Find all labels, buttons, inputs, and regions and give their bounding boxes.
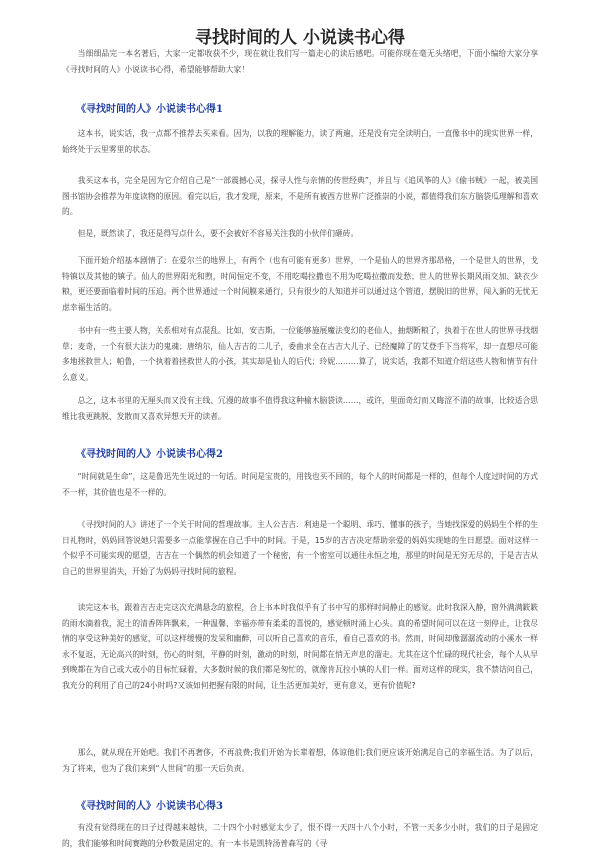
paragraph: 下面开始介绍基本剧情了：在爱尔兰的地界上，有两个（也有可能有更多）世界，一个是仙人的世界齐那昂格，一个是世人的世界，戈特镇以及其他的镇子。仙人的世界阳光和煦，时间恒定不变，不用吃喝拉撒也不用为吃喝拉撒而发愁；世人的世界长期风雨交加、缺衣少粮，更还要面临着时间的压迫。两个世界通过一个时间膜来通行，只有很少的人知道并可以通过这个管道，摆脱旧的世界，闯入新的无忧无虑幸福生活的。 xyxy=(62,256,538,312)
section-heading-3: 《寻找时间的人》小说读书心得3 xyxy=(76,801,223,812)
paragraph: 读完这本书，跟着吉吉走完这次充满悬念的旅程，合上书本时我似乎有了书中写的那样时间静止的感觉。此时我深入静，窗外满满簌簌的雨水滴着我，泥土的清香阵阵飘来，一种温馨、幸福亦带有柔柔的喜悦的，感觉顿时涌上心头。真的希望时间可以在这一刻停止，让我尽情的享受这种美好的感觉，可以这样缓慢的发呆和幽醉，可以听自己喜欢的音乐，看自己喜欢的书。然而，时间却像潺潺流动的小溪水一样永不复返，无论高兴的时刻，伤心的时刻，平静的时刻，激动的时刻，时间都在悄无声息的溜走。尤其在这个忙碌的现代社会，每个人从早到晚都在为自己或大或小的目标忙碌着，大多数时候的我们都是匆忙的，就像肯瓦拉小镇的人们一样。面对这样的现实，我不禁诘问自己，我充分的利用了自己的24小时吗?又该如何把握有限的时间，让生活更加美好，更有意义，更有价值呢? xyxy=(62,603,538,690)
paragraph: 那么，就从现在开始吧。我们不再奢侈，不再浪费;我们开始为长辈着想，体谅他们;我们更应该开始满足自己的幸福生活。为了以后，为了将来，也为了我们来到“人世间”的那一天后负责。 xyxy=(62,748,538,773)
paragraph: 《寻找时间的人》讲述了一个关于时间的哲理故事。主人公吉吉．利迪是一个聪明、乖巧、懂事的孩子，当她找深爱的妈妈生个样的生日礼物时，妈妈回答说她只需要多一点能掌握在自己手中的时间。于是，15岁的吉吉决定帮助亲爱的妈妈实现她的生日愿望。面对这样一个似乎不可能实现的愿望，吉吉在一个偶然的机会知道了一个秘密，有一个密室可以通往永恒之地，那里的时间是无穷无尽的，于是吉吉从自己的世界里消失，开始了为妈妈寻找时间的旅程。 xyxy=(62,520,538,576)
paragraph: “时间就是生命”，这是鲁迅先生说过的一句话。时间是宝贵的，用钱也买不回的，每个人的时间都是一样的，但每个人度过时间的方式不一样，其价值也是不一样的。 xyxy=(62,472,538,497)
section-heading-1: 《寻找时间的人》小说读书心得1 xyxy=(76,104,223,115)
paragraph: 有没有觉得现在的日子过得越来越快，二十四个小时感觉太少了，恨不得一天四十八个小时，不管一天多少小时，我们的日子是固定的，我们能够和时间赛跑的分秒数是固定的。有一本书是凯特汤普森写的《寻 xyxy=(62,823,538,848)
paragraph: 书中有一些主要人物，关系相对有点混乱。比如，安吉斯，一位能够施展魔法变幻的老仙人，抽烟断粮了，执着于在世人的世界寻找烟草；麦奇，一个有很大法力的鬼魂；唐纳尔，仙人吉吉的二儿子，委曲求全在古吉大儿子、已经魔障了的艾登手下当将军，却一直想尽可能多地拯救世人；帕鲁，一个执着着拯救世人的小孩，其实却是仙人的后代；玲妮………算了，说实话，我都不知道介绍这些人物和情节有什么意义。 xyxy=(62,326,538,382)
paragraph: 总之，这本书里的无厘头而又没有主线、冗漫的故事不值得我这种榆木脑袋读……，或许，里面奇幻而又晦涩不清的故事，比较适合思维比我更跳脱、发散而又喜欢异想天开的读者。 xyxy=(62,396,538,421)
paragraph: 但是，既然读了，我还是得写点什么，要不会被好不容易关注我的小伙伴们砸砖。 xyxy=(77,229,359,238)
section-heading-2: 《寻找时间的人》小说读书心得2 xyxy=(76,449,223,460)
paragraph: 这本书，说实话，我一点都不推荐去买来看。因为，以我的理解能力，读了两遍，还是没有完全读明白，一直像书中的现实世界一样，始终处于云里雾里的状态。 xyxy=(62,129,538,154)
paragraph: 我买这本书，完全是因为它介绍自己是“一部震撼心灵，探寻人性与亲情的传世经典”，并且与《追风筝的人》《偷书贼》一起，被美国图书馆协会推荐为年度读物的原因。看完以后，我才发现，原来，不是所有被西方世界广泛推崇的小说，都值得我们东方脑袋瓜理解和喜欢的。 xyxy=(62,176,538,216)
page-title: 寻找时间的人 小说读书心得 xyxy=(195,28,405,49)
intro-paragraph: 当细细品完一本名著后，大家一定都收获不少，现在就让我们写一篇走心的读后感吧。可能你现在毫无头绪吧，下面小编给大家分享《寻找时间的人》小说读书心得，希望能够帮助大家！ xyxy=(62,49,538,74)
